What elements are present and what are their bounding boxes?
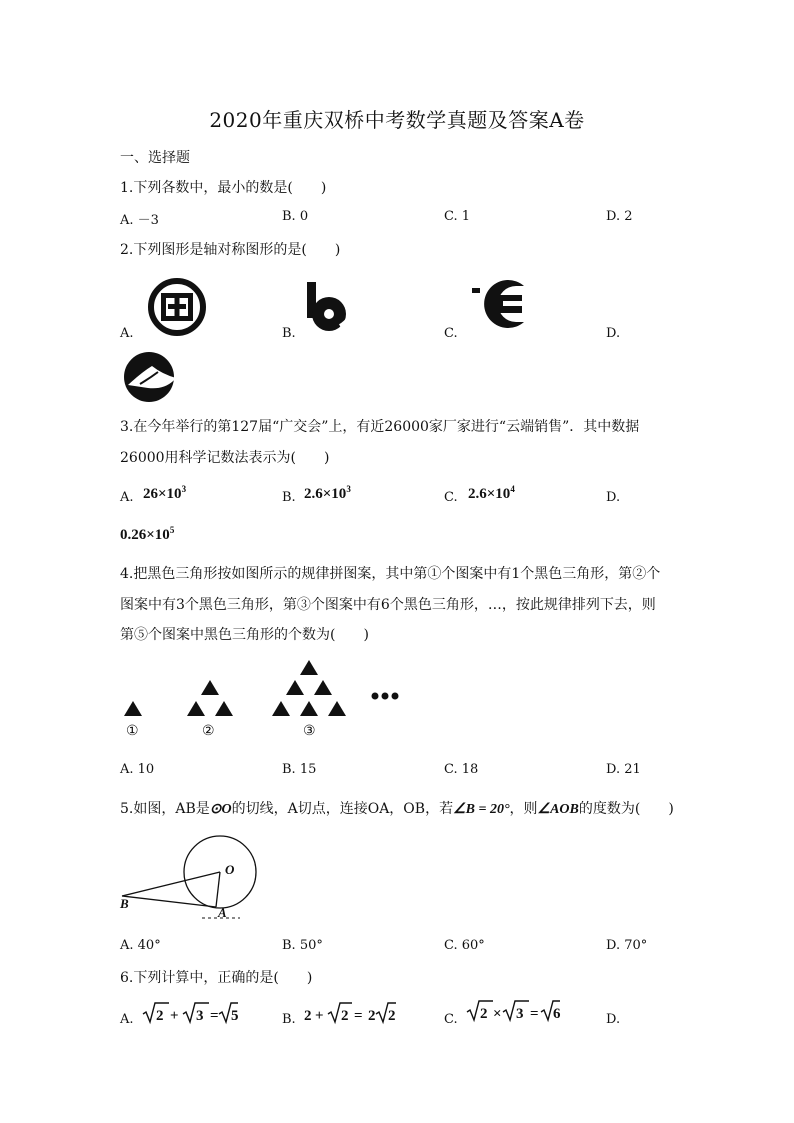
question-3-stem-line-2: 26000用科学记数法表示为( ) [120, 450, 330, 466]
question-3-stem-line-1: 3.在今年举行的第127届“广交会”上，有近26000家厂家进行“云端销售”．其中数据 [120, 419, 640, 435]
question-4-stem-line-2: 图案中有3个黑色三角形，第③个图案中有6个黑色三角形，…，按此规律排列下去，则 [120, 597, 656, 613]
logo-d-icon [122, 350, 178, 404]
q1-option-b: B. 0 [282, 209, 309, 224]
q4-option-c: C. 18 [444, 762, 479, 777]
svg-text:=: = [354, 1008, 363, 1024]
svg-text:2: 2 [368, 1008, 376, 1024]
point-o-label: O [225, 862, 235, 877]
q6-label-d: D. [606, 1012, 621, 1027]
q3-label-c: C. [444, 490, 458, 505]
section-heading: 一、选择题 [120, 150, 190, 166]
q6-option-c-formula [466, 998, 560, 1024]
triangle-pattern-figure [120, 658, 410, 720]
svg-text:2: 2 [304, 1008, 312, 1024]
svg-text:5: 5 [231, 1008, 239, 1024]
question-4-stem-line-1: 4.把黑色三角形按如图所示的规律拼图案，其中第①个图案中有1个黑色三角形，第②个 [120, 566, 661, 582]
svg-text:2: 2 [388, 1008, 396, 1024]
q2-label-a: A. [120, 326, 134, 341]
q6-option-b-formula [304, 1000, 396, 1026]
point-a-label: A [218, 905, 227, 920]
q4-option-d: D. 21 [606, 762, 641, 777]
q1-option-d: D. 2 [606, 209, 633, 224]
q3-option-d-expression: $0.26\times 10^5$ [120, 525, 175, 543]
svg-text:=: = [210, 1008, 219, 1024]
svg-text:=: = [530, 1006, 539, 1022]
tangent-circle-figure [118, 830, 268, 925]
logo-c-icon [472, 276, 530, 332]
question-4-stem-line-3: 第⑤个图案中黑色三角形的个数为( ) [120, 627, 369, 643]
logo-b-icon [307, 282, 359, 334]
pattern-label-1: ① [126, 723, 139, 739]
svg-text:+: + [315, 1008, 324, 1024]
question-1-stem: 1.下列各数中，最小的数是( ) [120, 180, 327, 196]
svg-text:2: 2 [480, 1006, 488, 1022]
svg-text:6: 6 [553, 1006, 561, 1022]
q4-option-b: B. 15 [282, 762, 317, 777]
q1-option-a: A. －3 [120, 213, 159, 228]
q4-option-a: A. 10 [120, 762, 155, 777]
q2-label-d: D. [606, 326, 621, 341]
q3-option-c-expression: $2.6\times 10^4$ [468, 484, 515, 502]
svg-text:3: 3 [516, 1006, 524, 1022]
svg-text:3: 3 [196, 1008, 204, 1024]
q3-option-b-expression: $2.6\times 10^3$ [304, 484, 351, 502]
page-title: 2020年重庆双桥中考数学真题及答案A卷 [209, 108, 585, 132]
q5-option-c: C. 60° [444, 938, 485, 953]
q2-label-b: B. [282, 326, 296, 341]
svg-text:2: 2 [156, 1008, 164, 1024]
q3-option-a-expression: $26\times 10^3$ [143, 484, 187, 502]
angle-aob-expression: ∠AOB [537, 802, 579, 817]
q6-label-a: A. [120, 1012, 134, 1027]
svg-text:+: + [170, 1008, 179, 1024]
point-b-label: B [120, 896, 129, 911]
circle-o-symbol: ⊙O [209, 802, 232, 817]
q5-option-b: B. 50° [282, 938, 323, 953]
q1-option-c: C. 1 [444, 209, 471, 224]
q5-option-d: D. 70° [606, 938, 648, 953]
q2-label-c: C. [444, 326, 458, 341]
svg-text:×: × [493, 1006, 502, 1022]
q3-label-b: B. [282, 490, 296, 505]
pattern-label-2: ② [202, 723, 215, 739]
q6-option-a-formula [142, 1000, 238, 1026]
q6-label-c: C. [444, 1012, 458, 1027]
q3-label-d: D. [606, 490, 621, 505]
pattern-label-3: ③ [303, 723, 316, 739]
logo-a-icon [147, 277, 207, 337]
question-6-stem: 6.下列计算中，正确的是( ) [120, 970, 313, 986]
q6-label-b: B. [282, 1012, 296, 1027]
svg-text:2: 2 [341, 1008, 349, 1024]
angle-b-expression: ∠B = 20° [453, 802, 510, 817]
q5-option-a: A. 40° [120, 938, 161, 953]
q3-label-a: A. [120, 490, 134, 505]
question-5-stem: 5.如图，AB是⊙O的切线，A切点，连接OA，OB，若∠B = 20°，则∠AOB的度数为( ) [120, 801, 674, 817]
question-2-stem: 2.下列图形是轴对称图形的是( ) [120, 242, 341, 258]
